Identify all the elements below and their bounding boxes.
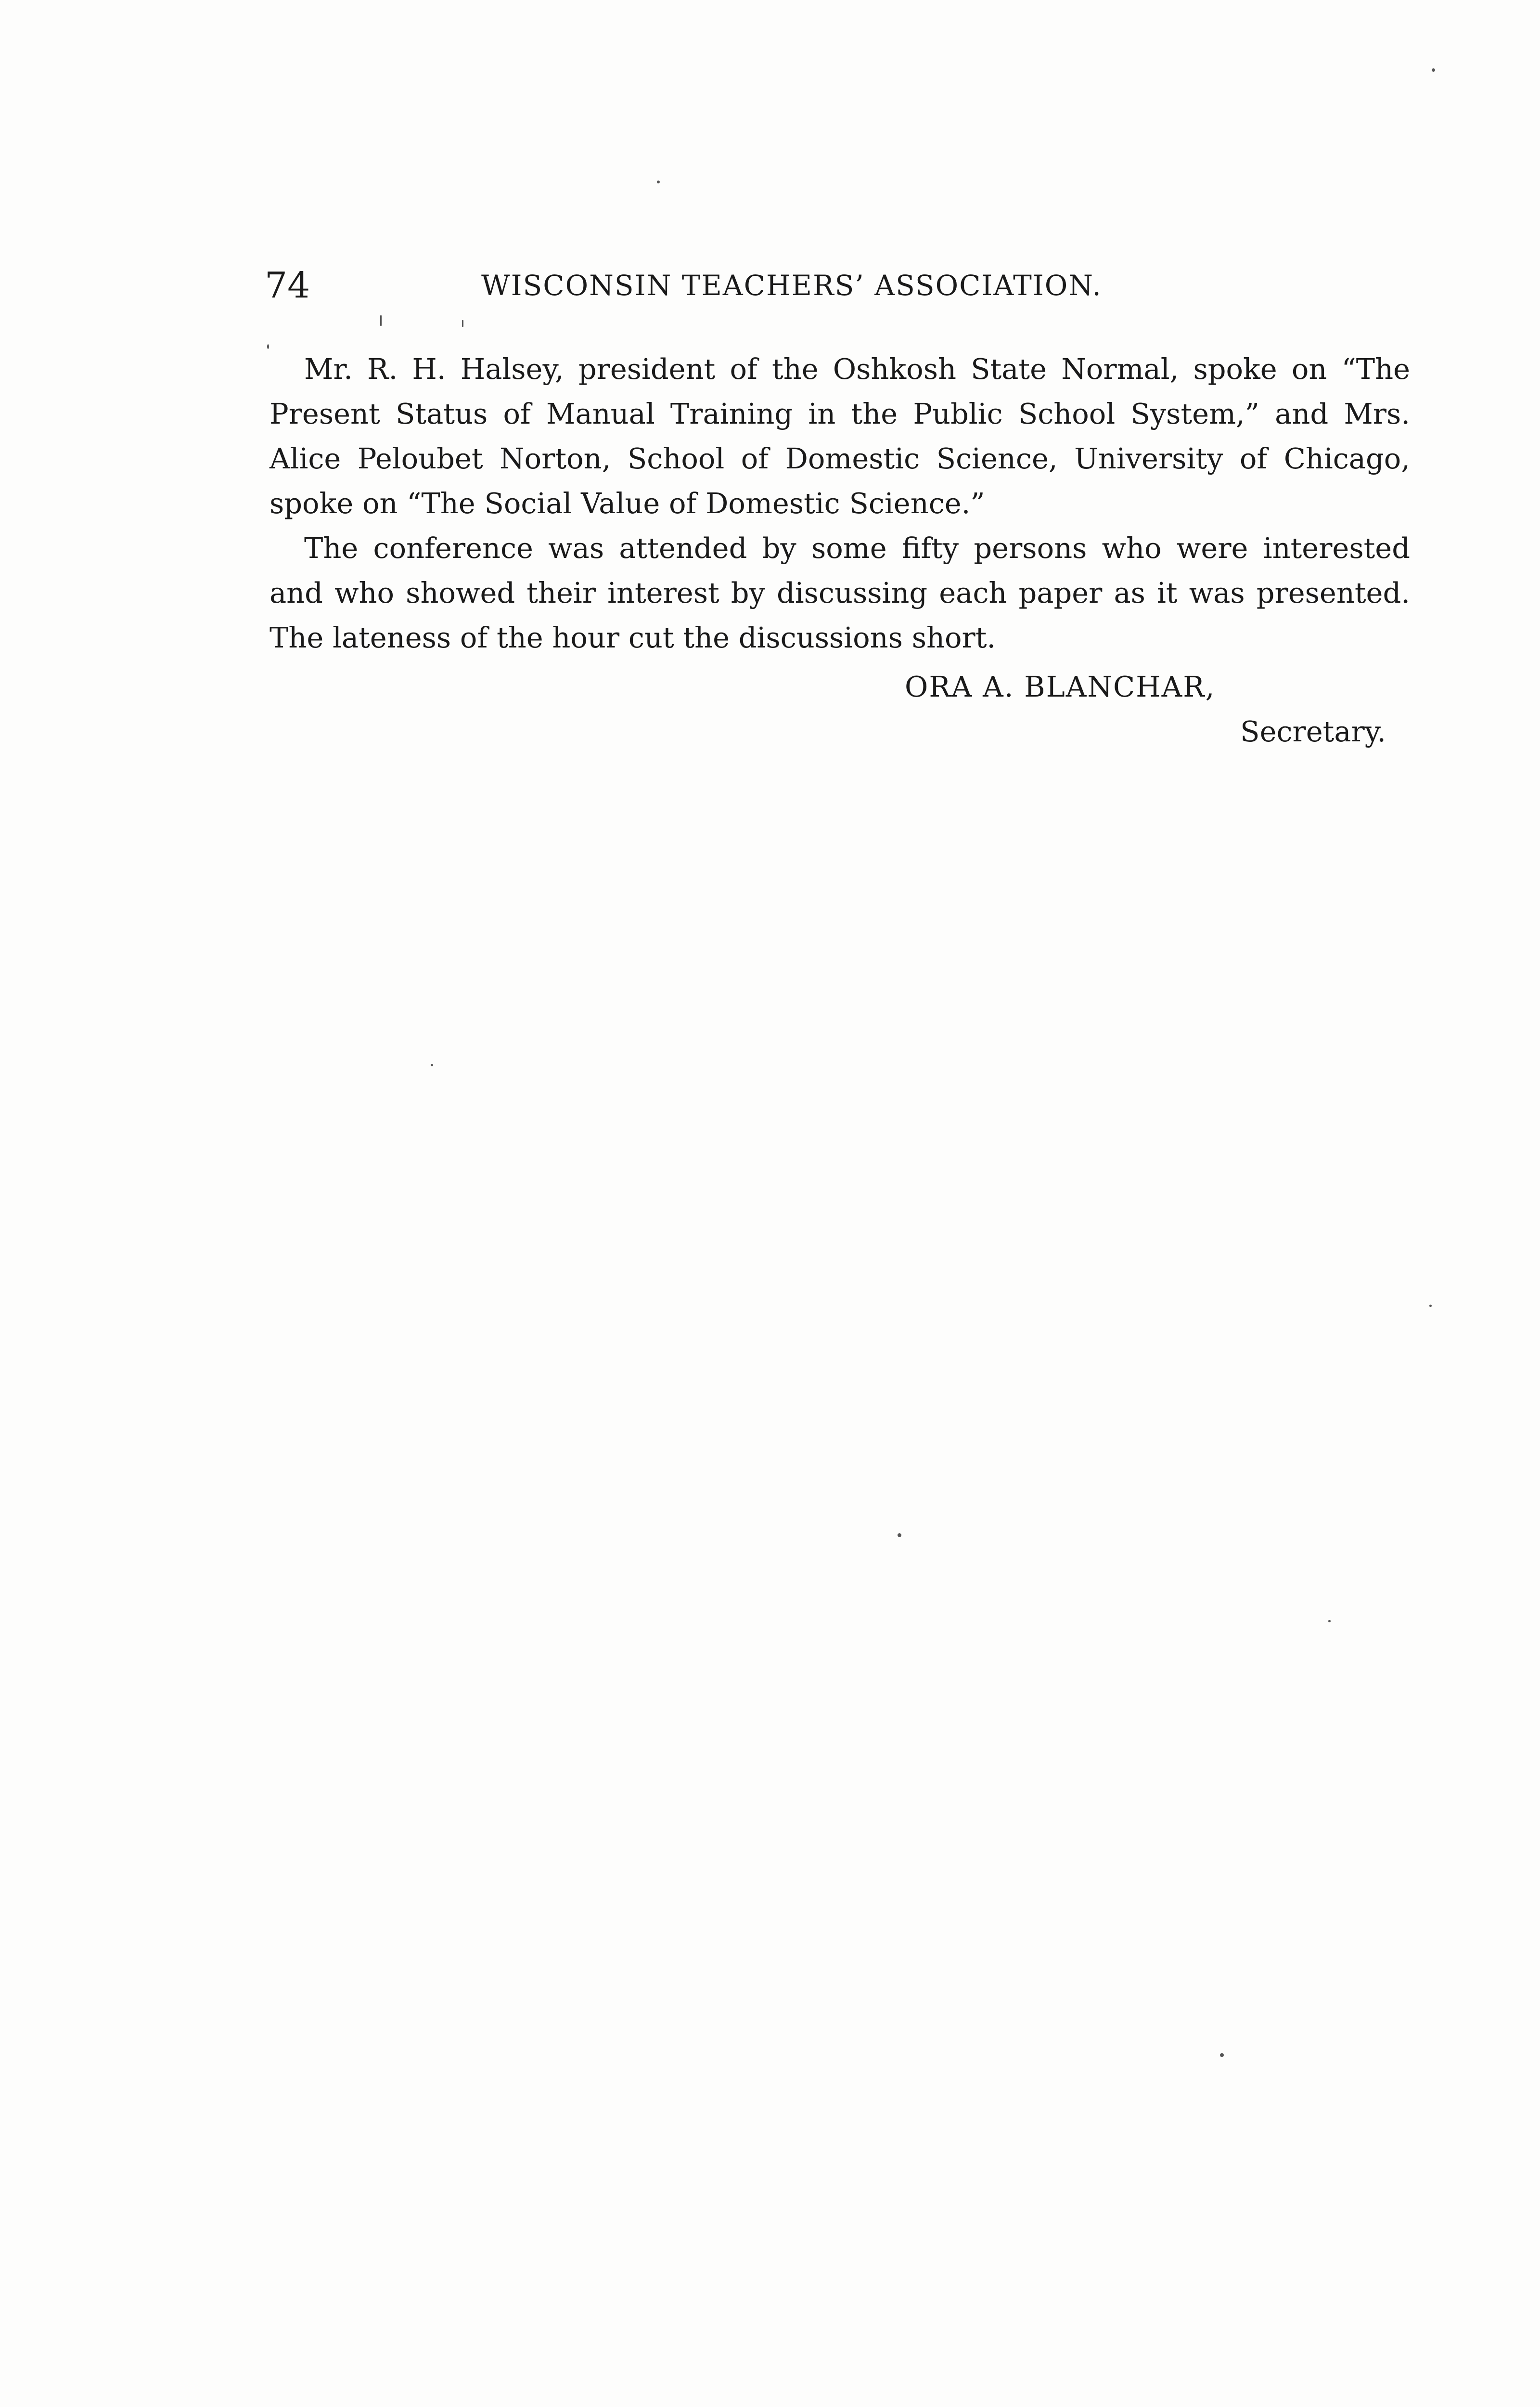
scan-speck [431, 1064, 433, 1066]
scan-speck [267, 344, 269, 349]
signatory-title: Secretary. [1240, 715, 1386, 748]
scan-speck [1220, 2053, 1224, 2057]
running-head: WISCONSIN TEACHERS’ ASSOCIATION. [481, 269, 1102, 302]
body-text [270, 347, 1410, 660]
page-number: 74 [265, 265, 310, 306]
scan-speck [657, 181, 660, 183]
page-header [265, 264, 1376, 307]
scan-speck [898, 1533, 901, 1537]
paragraph-halsey-norton: Mr. R. H. Halsey, president of the Oshkosh State Normal, spoke on “The Present Status of Manual Training in the Public School System,” and Mrs. Alice Peloubet Norton, School of Domestic Science, University of Chicago, spoke on “The Social Value of Domestic Science.” [270, 352, 1410, 520]
scan-speck [1328, 1620, 1331, 1622]
scan-speck [1429, 1305, 1432, 1307]
scan-speck [462, 320, 463, 327]
signatory-name: ORA A. BLANCHAR, [905, 670, 1216, 703]
scan-speck [380, 315, 382, 326]
scan-speck [1432, 68, 1435, 72]
paragraph-conference: The conference was attended by some fifty persons who were interested and who showed their interest by discussing each paper as it was presented. The lateness of the hour cut the discussions short. [270, 531, 1410, 654]
signature-block [905, 664, 1386, 754]
